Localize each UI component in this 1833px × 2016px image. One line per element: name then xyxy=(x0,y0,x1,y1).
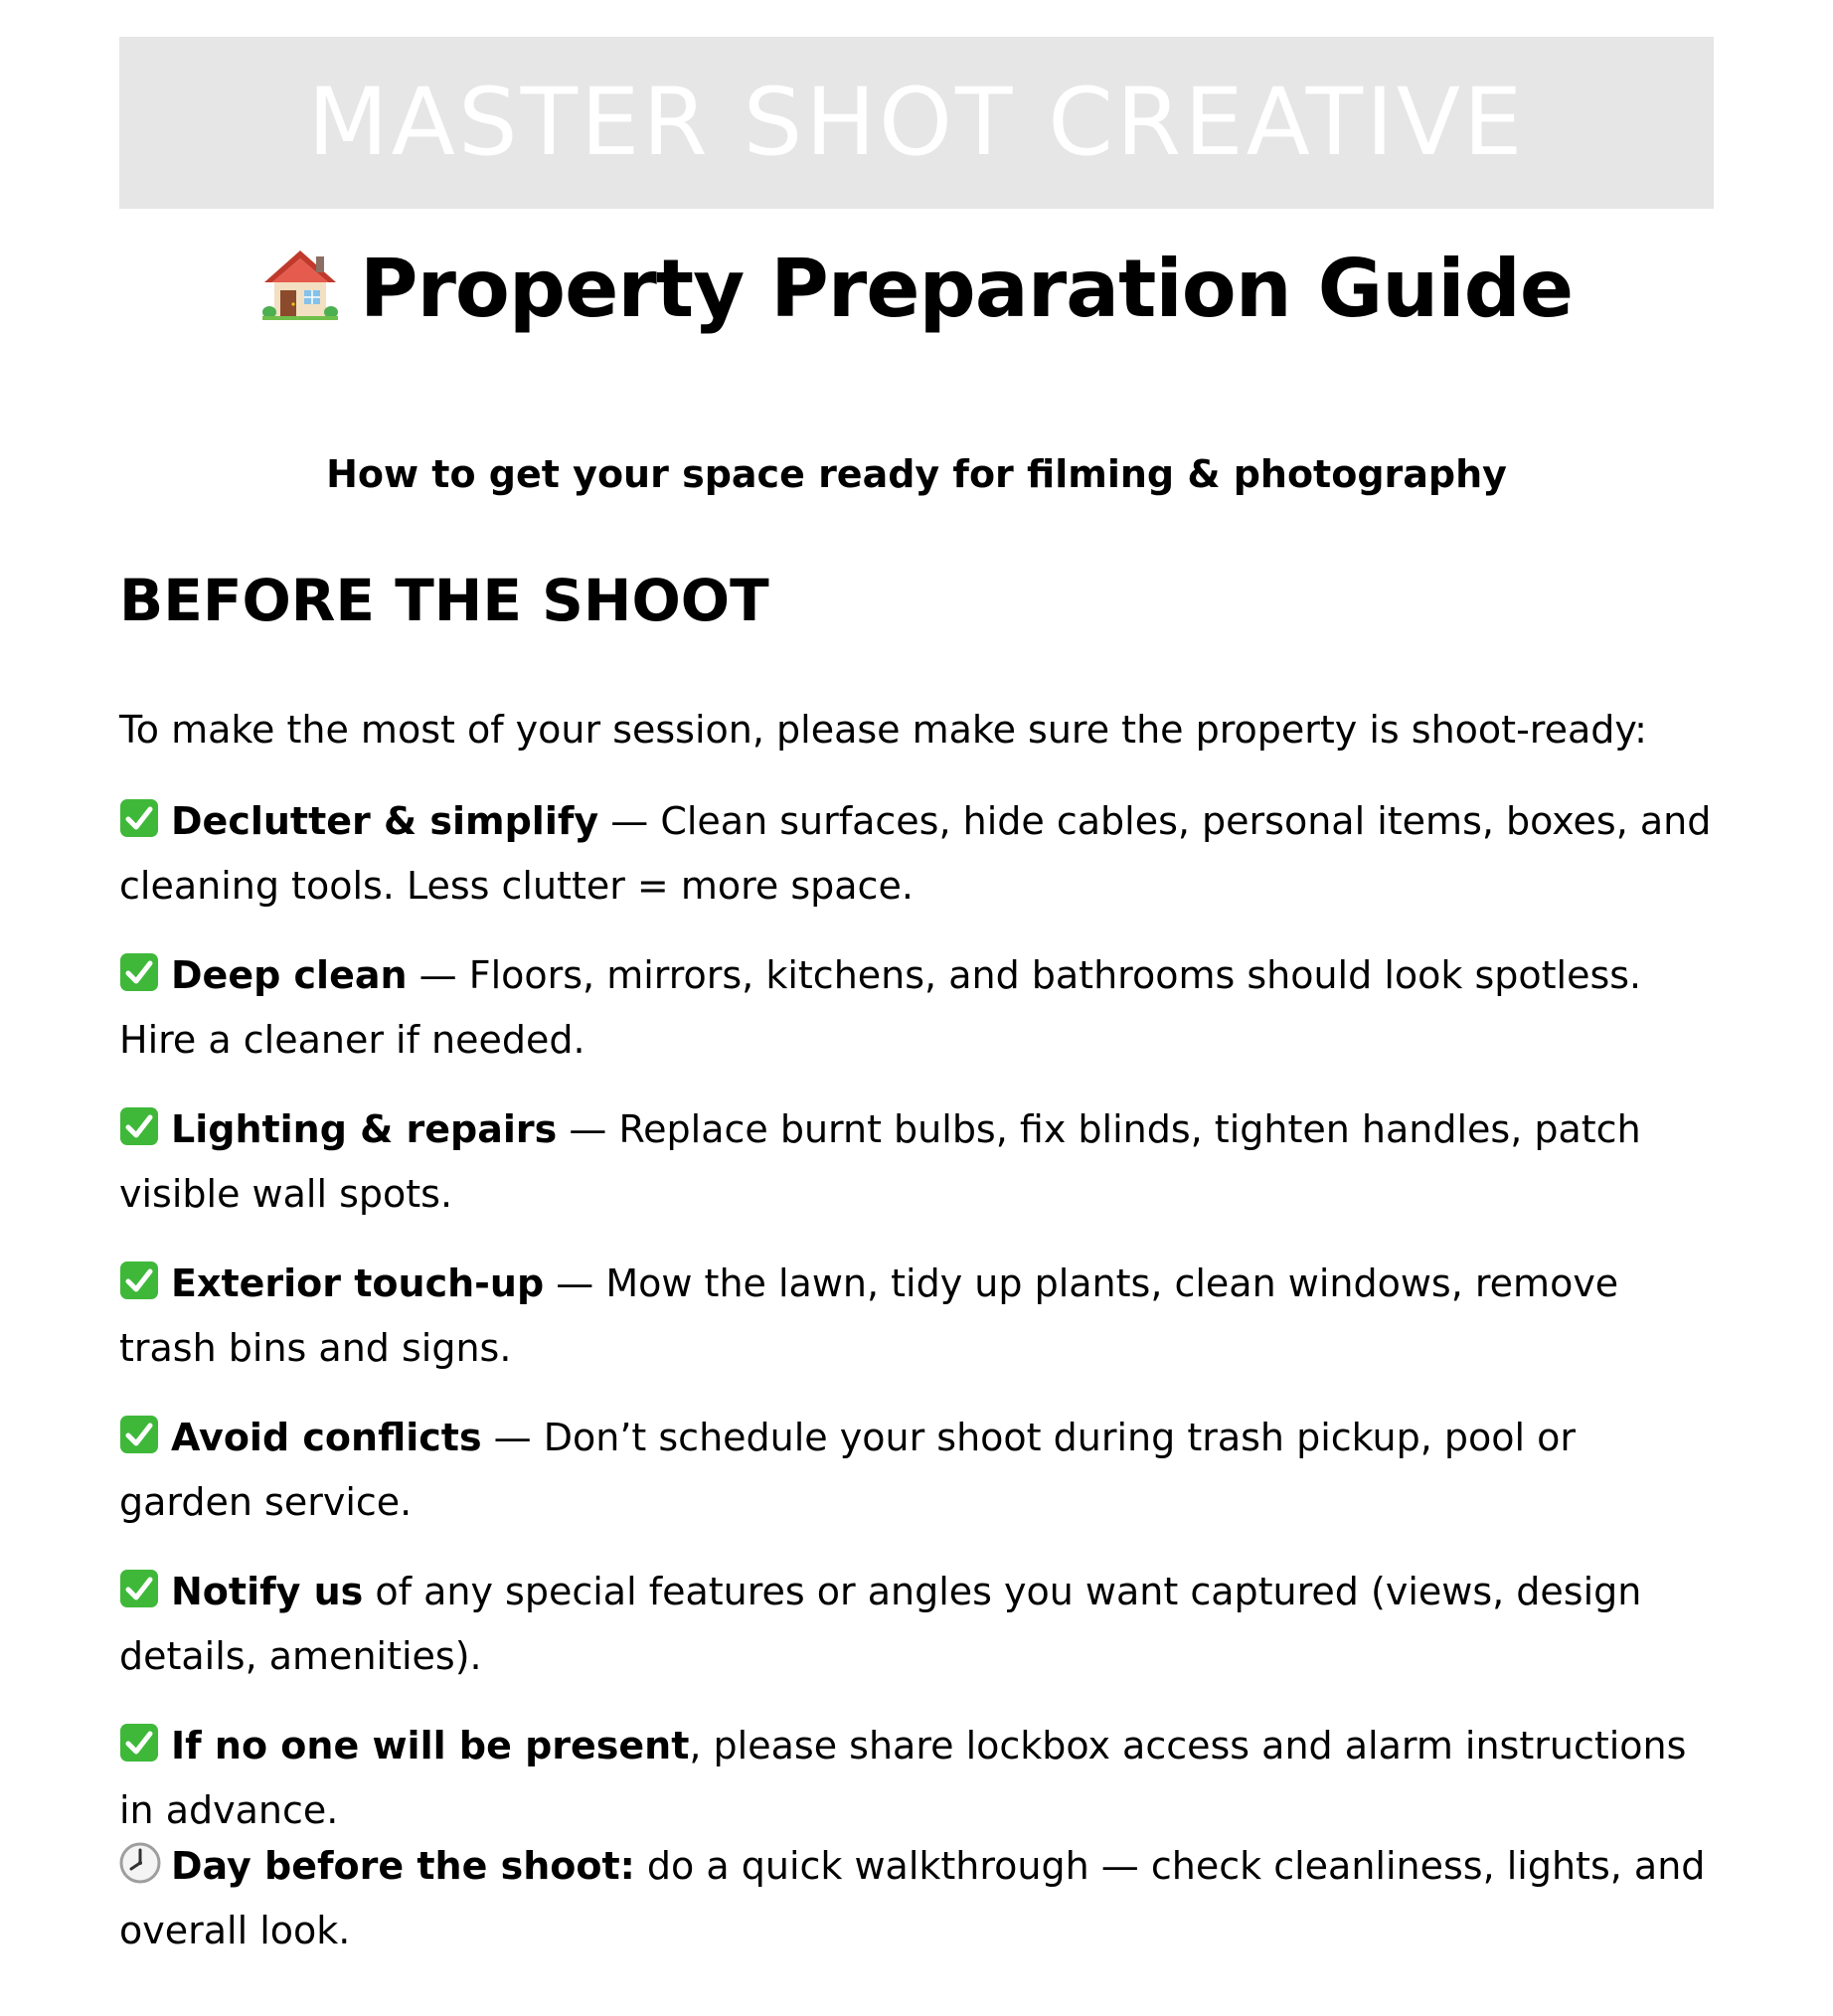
checklist-item xyxy=(119,1560,1714,1689)
item-text: of any special features or angles you want captured (views, design details, amenities). xyxy=(119,1570,1642,1678)
checklist-item xyxy=(119,789,1714,919)
item-title: Lighting & repairs xyxy=(171,1107,558,1151)
item-text: — Replace burnt bulbs, fix blinds, tighten handles, patch visible wall spots. xyxy=(119,1107,1641,1216)
note-title: Day before the shoot: xyxy=(171,1844,635,1888)
checklist-item xyxy=(119,1097,1714,1227)
item-text: , please share lockbox access and alarm instructions in advance. xyxy=(119,1724,1687,1832)
page-title xyxy=(119,243,1714,335)
section-heading: BEFORE THE SHOOT xyxy=(119,567,769,634)
item-title: If no one will be present xyxy=(171,1724,690,1767)
page-subtitle: How to get your space ready for filming & photography xyxy=(326,452,1507,496)
item-text: — Floors, mirrors, kitchens, and bathrooms should look spotless. Hire a cleaner if needed. xyxy=(119,953,1642,1062)
check-icon xyxy=(119,1260,159,1300)
house-icon xyxy=(260,243,340,322)
day-before-note xyxy=(119,1834,1714,1963)
checklist-item xyxy=(119,1714,1714,1843)
clock-icon xyxy=(119,1842,161,1884)
check-icon xyxy=(119,798,159,838)
check-icon xyxy=(119,1569,159,1608)
check-icon xyxy=(119,1723,159,1763)
note-text: do a quick walkthrough — check cleanliness, lights, and overall look. xyxy=(119,1844,1706,1952)
brand-name: MASTER SHOT CREATIVE xyxy=(307,69,1526,177)
checklist-item xyxy=(119,1252,1714,1381)
document-page xyxy=(119,37,1714,1952)
checklist xyxy=(119,789,1714,1868)
item-text: — Clean surfaces, hide cables, personal items, boxes, and cleaning tools. Less clutter = more space. xyxy=(119,799,1712,908)
item-text: — Mow the lawn, tidy up plants, clean windows, remove trash bins and signs. xyxy=(119,1261,1619,1370)
item-title: Exterior touch-up xyxy=(171,1261,545,1305)
check-icon xyxy=(119,1106,159,1146)
item-title: Notify us xyxy=(171,1570,364,1613)
check-icon xyxy=(119,1415,159,1454)
brand-banner xyxy=(119,37,1714,209)
check-icon xyxy=(119,952,159,992)
item-title: Declutter & simplify xyxy=(171,799,599,843)
checklist-item xyxy=(119,1406,1714,1535)
item-title: Avoid conflicts xyxy=(171,1416,482,1459)
item-title: Deep clean xyxy=(171,953,408,997)
title-text: Property Preparation Guide xyxy=(359,243,1574,335)
item-text: — Don’t schedule your shoot during trash pickup, pool or garden service. xyxy=(119,1416,1576,1524)
section-intro: To make the most of your session, please make sure the property is shoot-ready: xyxy=(119,708,1647,752)
checklist-item xyxy=(119,943,1714,1073)
